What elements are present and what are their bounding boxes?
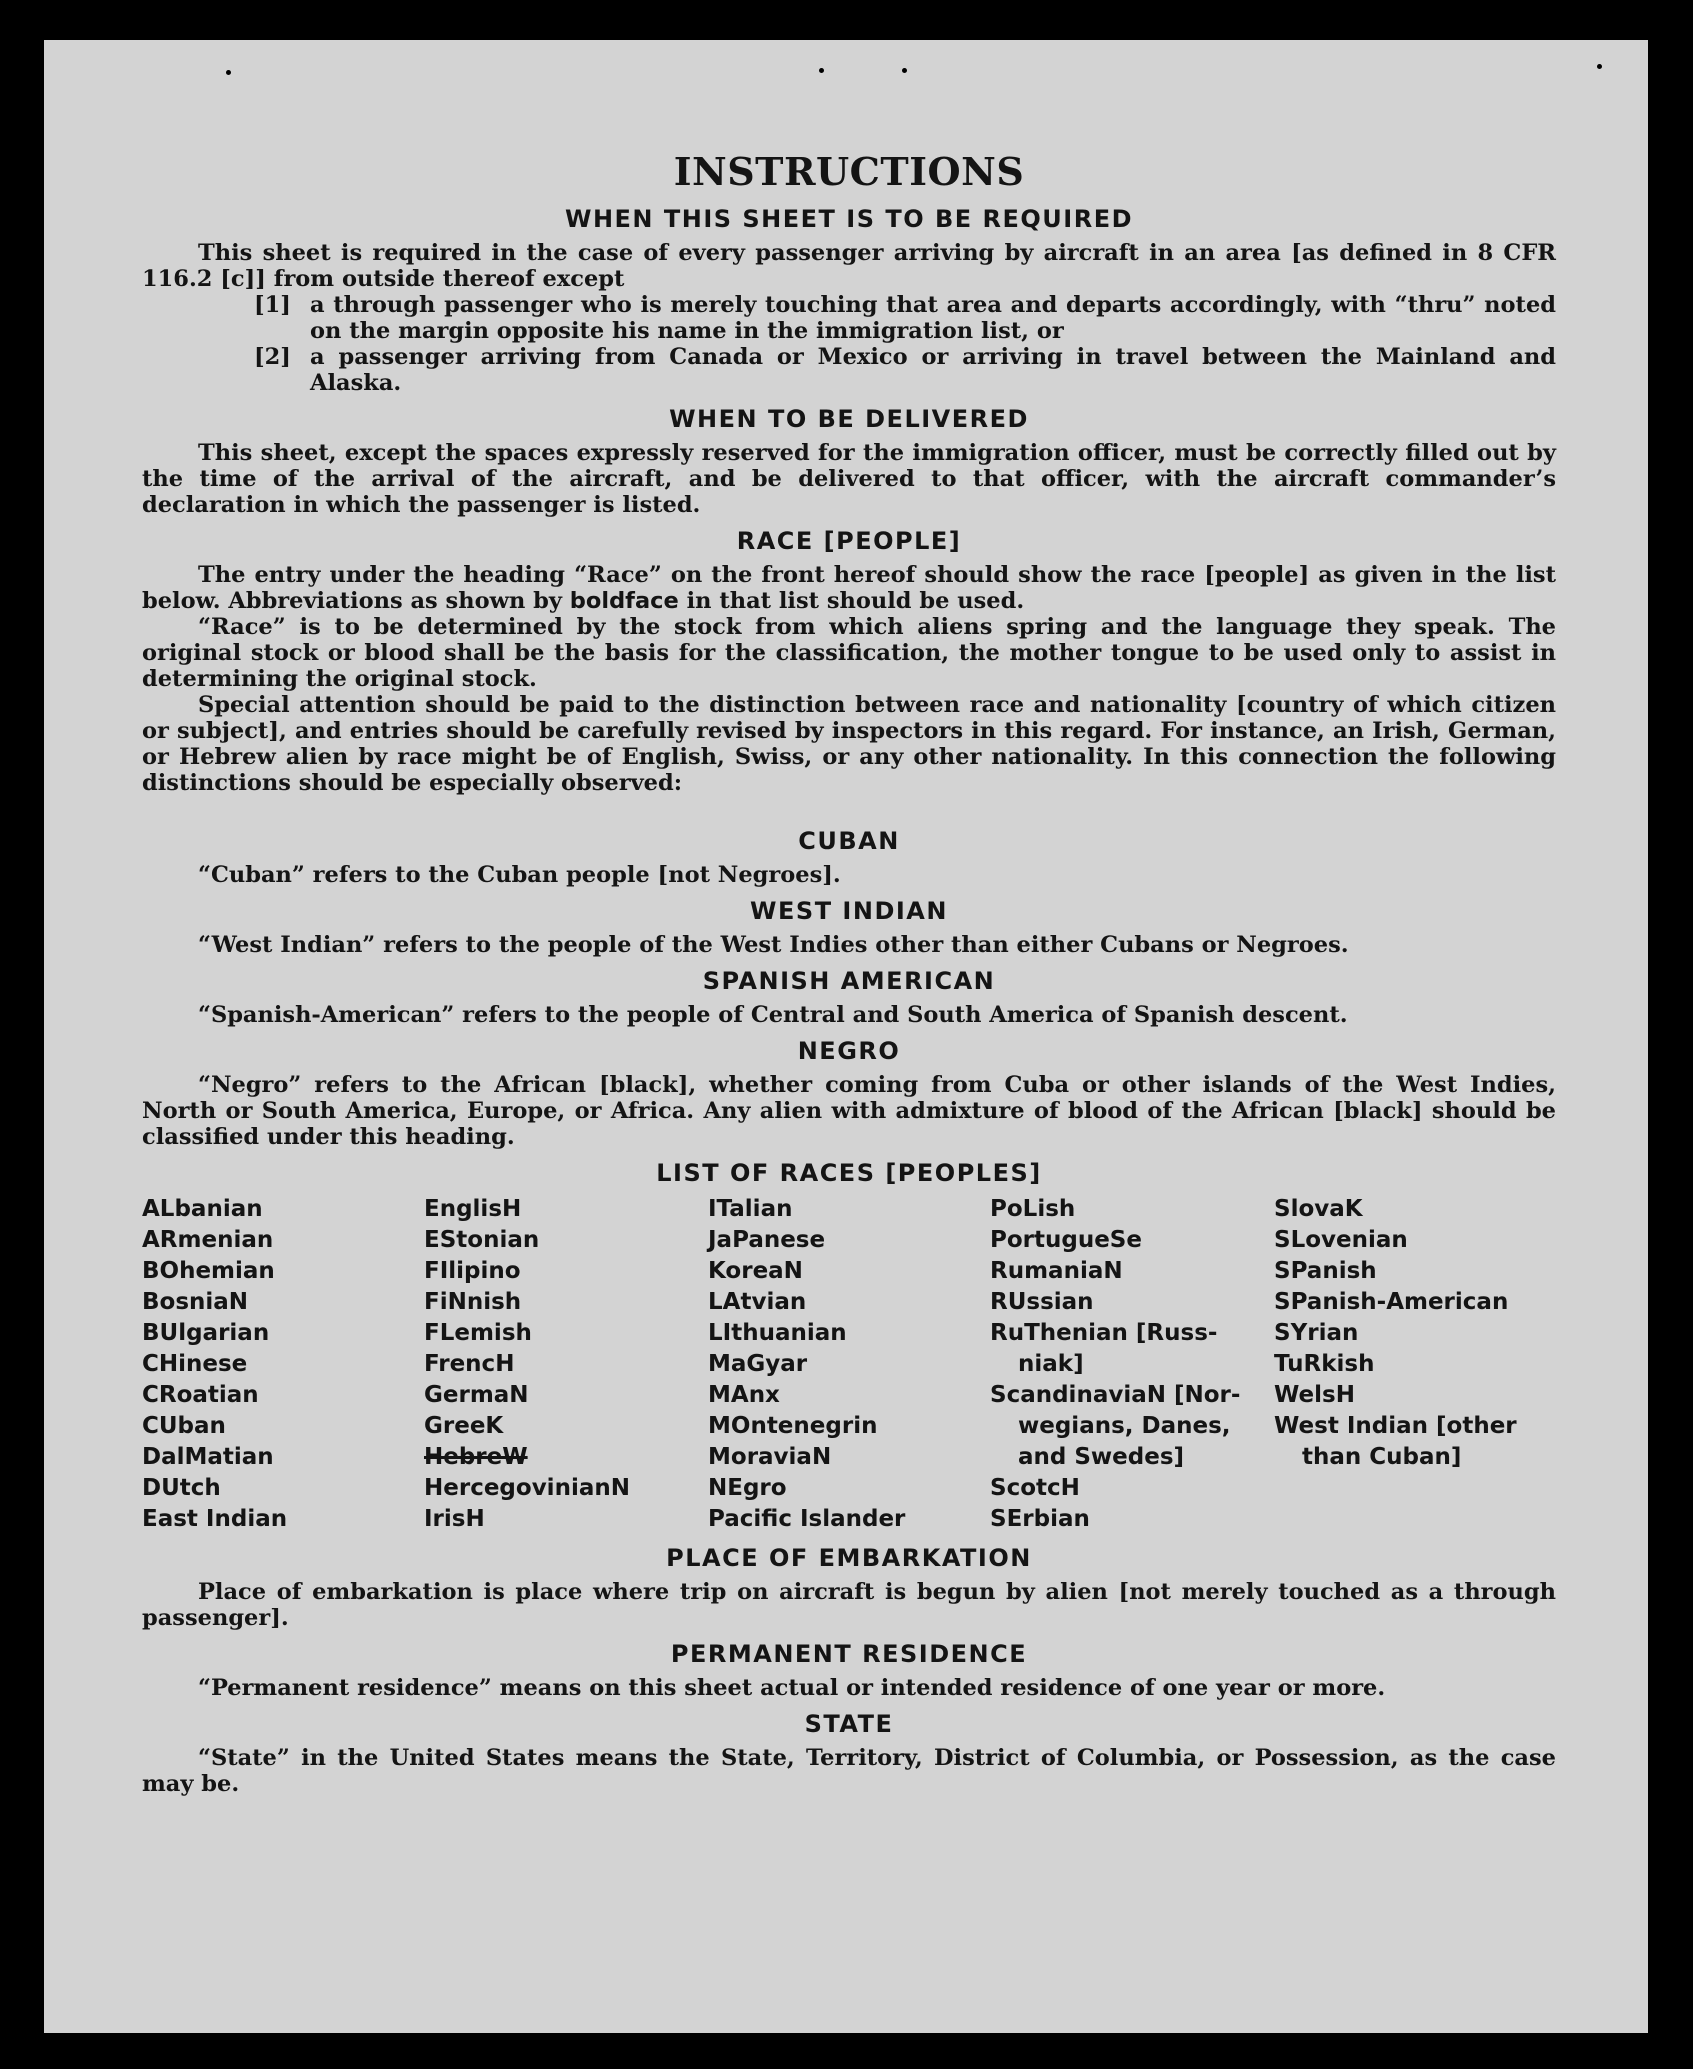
race-entry: FIlipino xyxy=(424,1258,521,1284)
race-entry: WelsH xyxy=(1274,1382,1355,1408)
permanent-residence-text: “Permanent residence” means on this sheet actual or intended residence of one year or more. xyxy=(198,1675,1386,1701)
race-entry: ITalian xyxy=(708,1196,793,1222)
race-entry: DalMatian xyxy=(142,1444,274,1470)
race-entry: ScotcH xyxy=(990,1475,1080,1501)
race-entry: ARmenian xyxy=(142,1227,274,1253)
race-entry: CHinese xyxy=(142,1351,248,1377)
race-entry-continued: and Swedes] xyxy=(1018,1444,1185,1470)
race-entry: SErbian xyxy=(990,1506,1090,1532)
race-entry: Pacific Islander xyxy=(708,1506,906,1532)
race-entry: FLemish xyxy=(424,1320,532,1346)
race-entry-continued: than Cuban] xyxy=(1302,1444,1462,1470)
instructions-content xyxy=(142,148,1556,1797)
race-entry: West Indian [other xyxy=(1274,1413,1517,1439)
races-column-5 xyxy=(1274,1194,1556,1535)
race-entry: East Indian xyxy=(142,1506,288,1532)
race-p1-boldface: boldface xyxy=(569,588,679,614)
race-entry: ScandinaviaN [Nor- xyxy=(990,1382,1241,1408)
race-p1-start: The entry under the heading “Race” on the front hereof should show the race [people] as given in the list below. Abbreviations as shown by xyxy=(142,562,1556,614)
race-entry: CRoatian xyxy=(142,1382,259,1408)
race-entry: MaGyar xyxy=(708,1351,808,1377)
exception-text: a through passenger who is merely touching that area and departs accordingly, with “thru” noted on the margin opposite his name in the immigration list, or xyxy=(310,292,1556,344)
race-entry: GreeK xyxy=(424,1413,504,1439)
race-entry: ALbanian xyxy=(142,1196,263,1222)
heading-race: RACE [PEOPLE] xyxy=(736,527,962,555)
heading-state: STATE xyxy=(804,1710,894,1738)
races-column-1 xyxy=(142,1194,424,1535)
race-entry: IrisH xyxy=(424,1506,485,1532)
race-entry: RUssian xyxy=(990,1289,1094,1315)
race-entry: SPanish xyxy=(1274,1258,1377,1284)
race-entry: TuRkish xyxy=(1274,1351,1375,1377)
race-entry: DUtch xyxy=(142,1475,221,1501)
race-entry: JaPanese xyxy=(708,1227,826,1253)
heading-spanish-american: SPANISH AMERICAN xyxy=(702,967,996,995)
exception-item-2 xyxy=(254,344,1556,396)
race-entry-continued: niak] xyxy=(1018,1351,1084,1377)
when-required-intro: This sheet is required in the case of every passenger arriving by aircraft in an area [as defined in 8 CFR 116.2 [c]] from outside thereof except xyxy=(142,240,1556,292)
race-entry: PoLish xyxy=(990,1196,1076,1222)
races-list xyxy=(142,1194,1556,1535)
race-entry: SPanish-American xyxy=(1274,1289,1509,1315)
race-entry-continued: wegians, Danes, xyxy=(1018,1413,1231,1439)
west-indian-text: “West Indian” refers to the people of the West Indies other than either Cubans or Negroes. xyxy=(198,932,1349,958)
race-entry: SLovenian xyxy=(1274,1227,1408,1253)
race-p1-end: in that list should be used. xyxy=(678,588,1025,614)
heading-list-of-races: LIST OF RACES [PEOPLES] xyxy=(656,1159,1042,1187)
race-paragraph-3: Special attention should be paid to the distinction between race and nationality [country of which citizen or subject], and entries should be carefully revised by inspectors in this regard. For instance, an Irish, German, or Hebrew alien by race might be of English, Swiss, or any other nationality. In this connection the following distinctions should be especially observed: xyxy=(142,692,1556,796)
punch-mark xyxy=(902,68,907,73)
race-entry: GermaN xyxy=(424,1382,529,1408)
races-column-2 xyxy=(424,1194,708,1535)
race-entry: LIthuanian xyxy=(708,1320,847,1346)
document-sheet xyxy=(44,40,1648,2033)
races-column-3 xyxy=(708,1194,990,1535)
races-column-4 xyxy=(990,1194,1274,1535)
exception-text: a passenger arriving from Canada or Mexico or arriving in travel between the Mainland and Alaska. xyxy=(310,344,1556,396)
race-entry: LAtvian xyxy=(708,1289,807,1315)
exception-number: [1] xyxy=(254,292,291,318)
race-entry: BUlgarian xyxy=(142,1320,270,1346)
race-paragraph-1 xyxy=(142,562,1556,614)
when-delivered-text: This sheet, except the spaces expressly reserved for the immigration officer, must be correctly filled out by the time of the arrival of the aircraft, and be delivered to that officer, with the aircraft commander’s declaration in which the passenger is listed. xyxy=(142,440,1556,518)
heading-west-indian: WEST INDIAN xyxy=(750,897,948,925)
heading-negro: NEGRO xyxy=(797,1037,901,1065)
punch-mark xyxy=(226,70,231,75)
race-entry: RumaniaN xyxy=(990,1258,1123,1284)
race-entry-struck: HebreW xyxy=(424,1444,528,1470)
exception-item-1 xyxy=(254,292,1556,344)
race-entry: MAnx xyxy=(708,1382,780,1408)
place-of-embarkation-text: Place of embarkation is place where trip on aircraft is begun by alien [not merely touched as a through passenger]. xyxy=(142,1579,1556,1631)
race-entry: BOhemian xyxy=(142,1258,275,1284)
race-entry: KoreaN xyxy=(708,1258,803,1284)
state-text: “State” in the United States means the State, Territory, District of Columbia, or Possession, as the case may be. xyxy=(142,1745,1556,1797)
race-entry: NEgro xyxy=(708,1475,787,1501)
negro-text: “Negro” refers to the African [black], whether coming from Cuba or other islands of the West Indies, North or South America, Europe, or Africa. Any alien with admixture of blood of the African [black] should be classified under this heading. xyxy=(142,1072,1556,1150)
race-entry: EStonian xyxy=(424,1227,540,1253)
race-entry: FrencH xyxy=(424,1351,515,1377)
exception-number: [2] xyxy=(254,344,291,370)
punch-mark xyxy=(1597,64,1602,69)
race-paragraph-2: “Race” is to be determined by the stock from which aliens spring and the language they speak. The original stock or blood shall be the basis for the classification, the mother tongue to be used only to assist in determining the original stock. xyxy=(142,614,1556,692)
race-entry: MOntenegrin xyxy=(708,1413,878,1439)
spanish-american-text: “Spanish-American” refers to the people of Central and South America of Spanish descent. xyxy=(198,1002,1348,1028)
race-entry: SlovaK xyxy=(1274,1196,1363,1222)
race-entry: FiNnish xyxy=(424,1289,522,1315)
heading-when-required: WHEN THIS SHEET IS TO BE REQUIRED xyxy=(564,205,1134,233)
race-entry: SYrian xyxy=(1274,1320,1359,1346)
race-entry: CUban xyxy=(142,1413,226,1439)
race-entry: MoraviaN xyxy=(708,1444,832,1470)
punch-mark xyxy=(819,68,824,73)
page-title: INSTRUCTIONS xyxy=(673,149,1025,194)
heading-when-delivered: WHEN TO BE DELIVERED xyxy=(669,405,1029,433)
race-entry: BosniaN xyxy=(142,1289,249,1315)
heading-place-of-embarkation: PLACE OF EMBARKATION xyxy=(666,1544,1032,1572)
race-entry: PortugueSe xyxy=(990,1227,1142,1253)
heading-cuban: CUBAN xyxy=(798,827,900,855)
race-entry: RuThenian [Russ- xyxy=(990,1320,1218,1346)
heading-permanent-residence: PERMANENT RESIDENCE xyxy=(670,1640,1028,1668)
cuban-text: “Cuban” refers to the Cuban people [not Negroes]. xyxy=(198,862,841,888)
race-entry: EnglisH xyxy=(424,1196,522,1222)
race-entry: HercegovinianN xyxy=(424,1475,630,1501)
